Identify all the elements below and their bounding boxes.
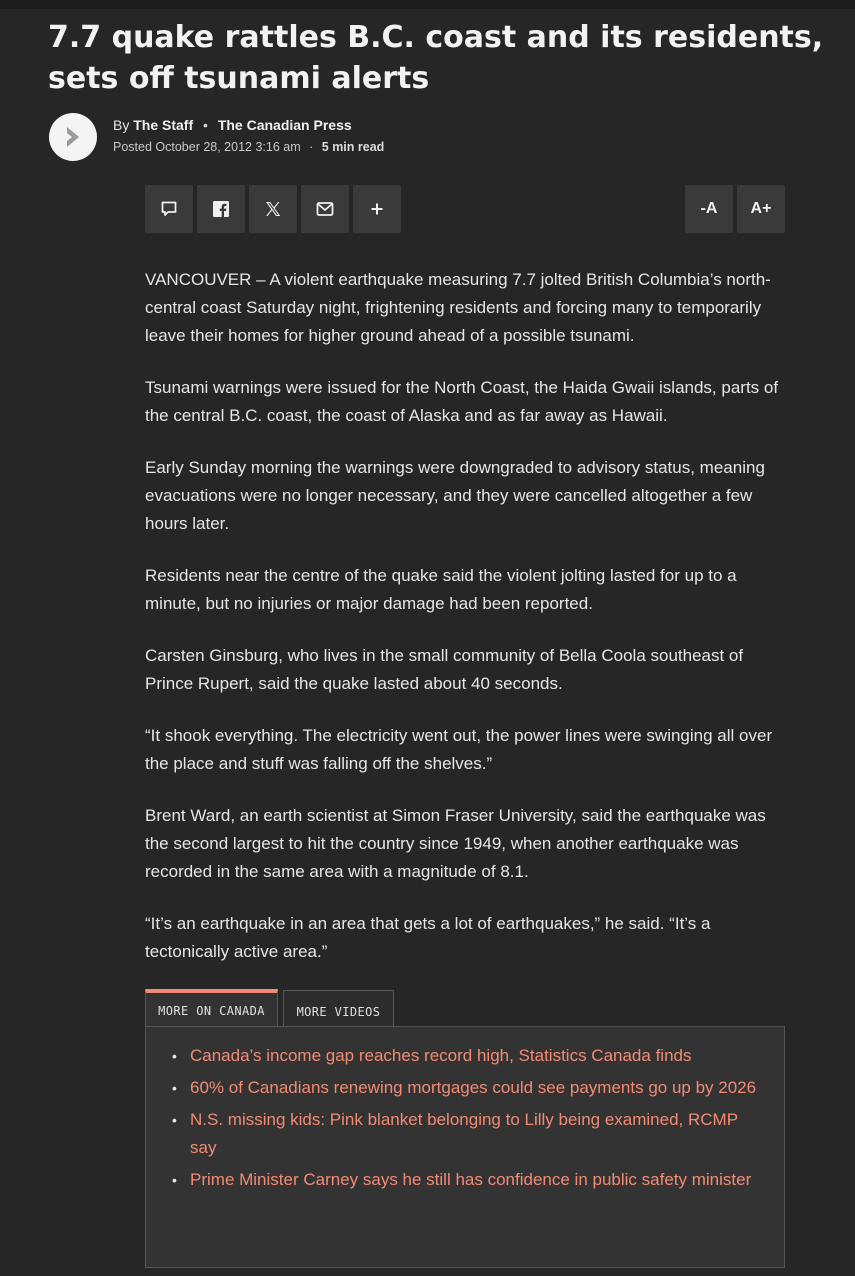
tab-more-videos[interactable]: MORE VIDEOS bbox=[283, 990, 394, 1027]
page-title: 7.7 quake rattles B.C. coast and its residents, sets off tsunami alerts bbox=[48, 20, 824, 96]
play-logo-icon bbox=[64, 125, 84, 149]
top-bar bbox=[0, 0, 855, 9]
paragraph: Carsten Ginsburg, who lives in the small community of Bella Coola southeast of Prince Rupert, said the quake lasted about 40 seconds. bbox=[145, 646, 744, 693]
facebook-icon bbox=[213, 201, 229, 217]
comment-icon bbox=[160, 200, 178, 218]
posted-date: Posted October 28, 2012 3:16 am bbox=[113, 140, 301, 154]
related-tabs bbox=[145, 989, 785, 1027]
paragraph: Brent Ward, an earth scientist at Simon Fraser University, said the earthquake was the second largest to hit the country since 1949, when another earthquake was recorded in the same area with a magnitude of 8.1. bbox=[145, 806, 766, 881]
byline-authors bbox=[113, 117, 352, 133]
bullet: • bbox=[172, 1048, 177, 1064]
related-panel bbox=[145, 1026, 785, 1268]
by-prefix: By bbox=[113, 117, 130, 133]
bullet: • bbox=[172, 1080, 177, 1096]
email-icon bbox=[316, 201, 334, 217]
outlet-link[interactable]: The Canadian Press bbox=[217, 117, 352, 133]
paragraph: “It’s an earthquake in an area that gets a lot of earthquakes,” he said. “It’s a tectonically active area.” bbox=[145, 914, 711, 961]
bullet: • bbox=[172, 1172, 177, 1188]
plus-icon bbox=[370, 202, 384, 216]
list-item bbox=[172, 1106, 764, 1162]
related-list bbox=[146, 1027, 784, 1194]
paragraph: Residents near the centre of the quake said the violent jolting lasted for up to a minute, but no injuries or major damage had been reported. bbox=[145, 566, 737, 613]
list-item bbox=[172, 1042, 764, 1070]
article-body bbox=[145, 266, 790, 990]
read-time: 5 min read bbox=[321, 140, 385, 154]
meta-separator: · bbox=[309, 140, 314, 154]
avatar[interactable] bbox=[49, 113, 97, 161]
paragraph: “It shook everything. The electricity went out, the power lines were swinging all over the place and stuff was falling off the shelves.” bbox=[145, 726, 773, 773]
font-increase-button[interactable]: A+ bbox=[737, 185, 785, 233]
email-share-button[interactable] bbox=[301, 185, 349, 233]
list-item bbox=[172, 1074, 764, 1102]
paragraph: VANCOUVER – A violent earthquake measuring 7.7 jolted British Columbia’s north-central coast Saturday night, frightening residents and forcing many to temporarily leave their homes for higher ground ahead of a possible tsunami. bbox=[145, 270, 771, 345]
font-decrease-button[interactable]: -A bbox=[685, 185, 733, 233]
x-icon bbox=[264, 200, 282, 218]
related-link[interactable]: Canada’s income gap reaches record high, Statistics Canada finds bbox=[190, 1046, 692, 1065]
paragraph: Tsunami warnings were issued for the North Coast, the Haida Gwaii islands, parts of the central B.C. coast, the coast of Alaska and as far away as Hawaii. bbox=[145, 378, 779, 425]
x-share-button[interactable] bbox=[249, 185, 297, 233]
comment-button[interactable] bbox=[145, 185, 193, 233]
byline-meta bbox=[113, 140, 384, 154]
more-share-button[interactable] bbox=[353, 185, 401, 233]
related-link[interactable]: 60% of Canadians renewing mortgages could see payments go up by 2026 bbox=[190, 1078, 757, 1097]
author-link[interactable]: The Staff bbox=[133, 117, 194, 133]
facebook-share-button[interactable] bbox=[197, 185, 245, 233]
bullet: • bbox=[172, 1112, 177, 1128]
related-link[interactable]: N.S. missing kids: Pink blanket belonging to Lilly being examined, RCMP say bbox=[190, 1110, 738, 1157]
separator-dot: • bbox=[203, 117, 208, 133]
paragraph: Early Sunday morning the warnings were downgraded to advisory status, meaning evacuations were no longer necessary, and they were cancelled altogether a few hours later. bbox=[145, 458, 765, 533]
list-item bbox=[172, 1166, 764, 1194]
related-link[interactable]: Prime Minister Carney says he still has confidence in public safety minister bbox=[190, 1170, 752, 1189]
tab-more-on-canada[interactable]: MORE ON CANADA bbox=[145, 989, 278, 1027]
